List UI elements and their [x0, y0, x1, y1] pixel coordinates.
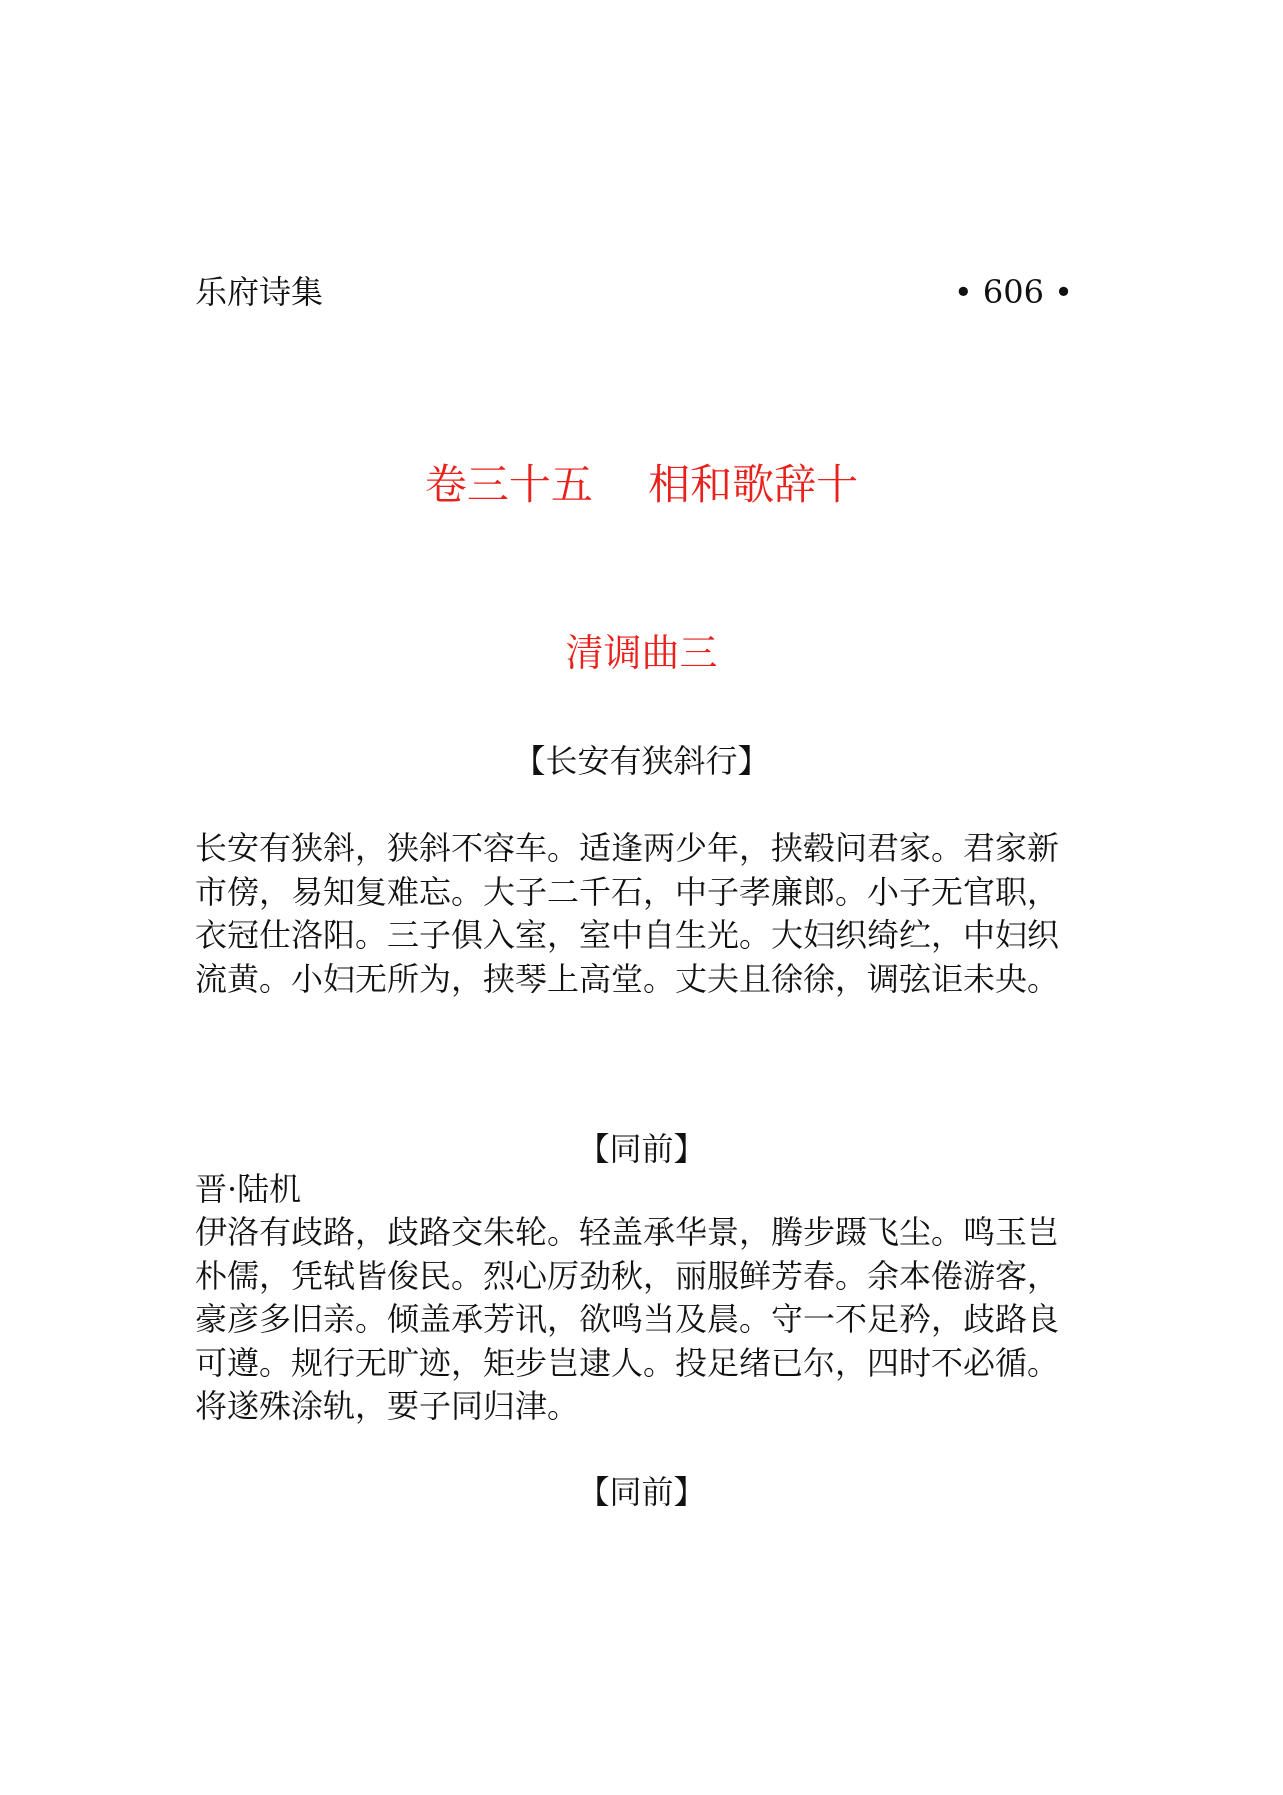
running-header-title: 乐府诗集 — [195, 273, 324, 311]
poem-line: 将遂殊涂轨，要子同归津。 — [195, 1387, 580, 1425]
chapter-title: 卷三十五 相和歌辞十 — [424, 460, 859, 509]
poem-title-1: 【长安有狭斜行】 — [513, 742, 770, 780]
poem-line: 流黄。小妇无所为，挟琴上高堂。丈夫且徐徐，调弦讵未央。 — [195, 959, 1060, 998]
poem-body-2 — [195, 1211, 1085, 1429]
poem-line: 豪彦多旧亲。倾盖承芳讯，欲鸣当及晨。守一不足矜，歧路良 — [195, 1300, 1060, 1338]
poem-line: 伊洛有歧路，歧路交朱轮。轻盖承华景，腾步蹑飞尘。鸣玉岂 — [195, 1213, 1060, 1251]
section-title: 清调曲三 — [565, 631, 718, 675]
poem-line: 市傍，易知复难忘。大子二千石，中子孝廉郎。小子无官职， — [195, 872, 1060, 911]
poem-line: 衣冠仕洛阳。三子俱入室，室中自生光。大妇织绮纻，中妇织 — [195, 916, 1060, 954]
poem-line: 长安有狭斜，狭斜不容车。适逢两少年，挟毂问君家。君家新 — [195, 829, 1060, 867]
poem-body-1 — [195, 827, 1085, 1001]
poem-title-2: 【同前】 — [577, 1130, 706, 1168]
poem-author-2: 晋·陆机 — [195, 1170, 302, 1208]
poem-line: 朴儒，凭轼皆俊民。烈心厉劲秋，丽服鲜芳春。余本倦游客， — [195, 1256, 1060, 1295]
page-number: • 606 • — [953, 273, 1073, 311]
poem-title-3: 【同前】 — [577, 1473, 706, 1511]
poem-line: 可遵。规行无旷迹，矩步岂逮人。投足绪已尔，四时不必循。 — [195, 1343, 1060, 1382]
